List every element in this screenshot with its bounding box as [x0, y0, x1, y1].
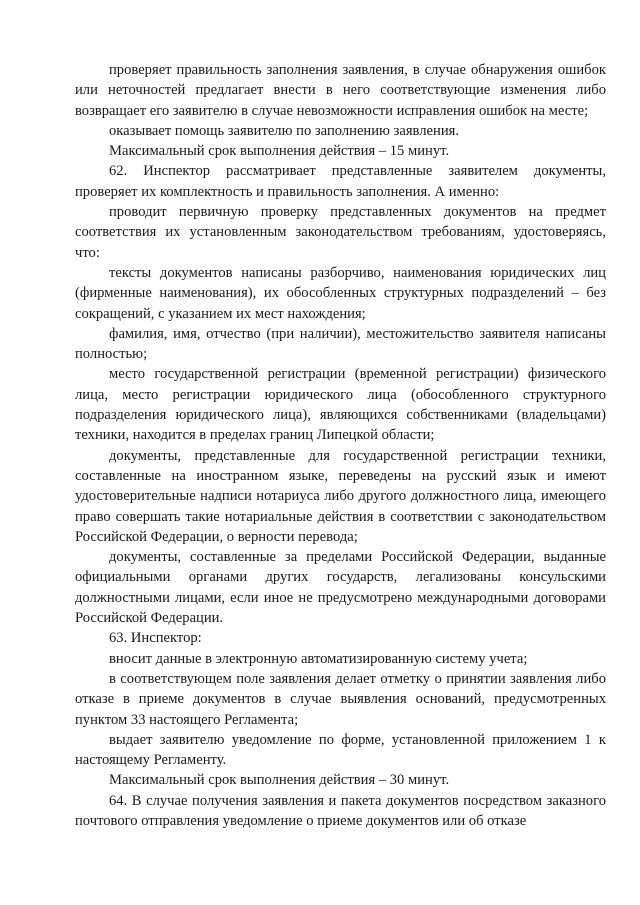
paragraph-help-filling: оказывает помощь заявителю по заполнению заявления. [109, 122, 459, 139]
document-page [75, 60, 606, 831]
paragraph-initial-check: проводит первичную проверку представленных документов на предмет соответствия их установленным законодательством требованиям, удостоверяясь, что: [75, 204, 606, 261]
paragraph-mark-application: в соответствующем поле заявления делает отметку о принятии заявления либо отказе в приеме документов в случае выявления оснований, предусмотренных пунктом 33 настоящего Регламента; [75, 670, 606, 728]
paragraph-max-time-15: Максимальный срок выполнения действия – 15 минут. [109, 143, 450, 160]
paragraph-issue-notice: выдает заявителю уведомление по форме, установленной приложением 1 к настоящему Регламенту. [75, 731, 606, 769]
paragraph-legalized-documents: документы, составленные за пределами Российской Федерации, выданные официальными органами других государств, легализованы консульскими должностными лицами, если иное не предусмотрено международными договорами Российской Федерации. [75, 549, 606, 627]
paragraph-check-filling: проверяет правильность заполнения заявления, в случае обнаружения ошибок или неточностей предлагает внести в него соответствующие изменения либо возвращает его заявителю в случае невозможности исправления ошибок на месте; [75, 62, 606, 119]
paragraph-enter-data: вносит данные в электронную автоматизированную систему учета; [109, 650, 528, 667]
paragraph-registration-place: место государственной регистрации (временной регистрации) физического лица, место регистрации юридического лица (обособленного структурного подразделения юридического лица), являющихся собственниками (владельцами) техники, находится в пределах границ Липецкой области; [75, 366, 606, 444]
paragraph-full-name: фамилия, имя, отчество (при наличии), местожительство заявителя написаны полностью; [75, 325, 606, 363]
paragraph-clause-62: 62. Инспектор рассматривает представленные заявителем документы, проверяет их комплектность и правильность заполнения. А именно: [75, 163, 606, 200]
paragraph-texts-legible: тексты документов написаны разборчиво, наименования юридических лиц (фирменные наименования), их обособленных структурных подразделений – без сокращений, с указанием их мест нахождения; [75, 264, 606, 322]
paragraph-clause-64: 64. В случае получения заявления и пакета документов посредством заказного почтового отправления уведомление о приеме документов или об отказе [75, 792, 606, 829]
paragraph-foreign-documents: документы, представленные для государственной регистрации техники, составленные на иностранном языке, переведены на русский язык и имеют удостоверительные надписи нотариуса либо другого должностного лица, имеющего право совершать такие нотариальные действия в соответствии с законодательством Российской Федерации, о верности перевода; [75, 447, 606, 545]
paragraph-max-time-30: Максимальный срок выполнения действия – 30 минут. [109, 772, 450, 789]
paragraph-clause-63: 63. Инспектор: [109, 630, 202, 647]
